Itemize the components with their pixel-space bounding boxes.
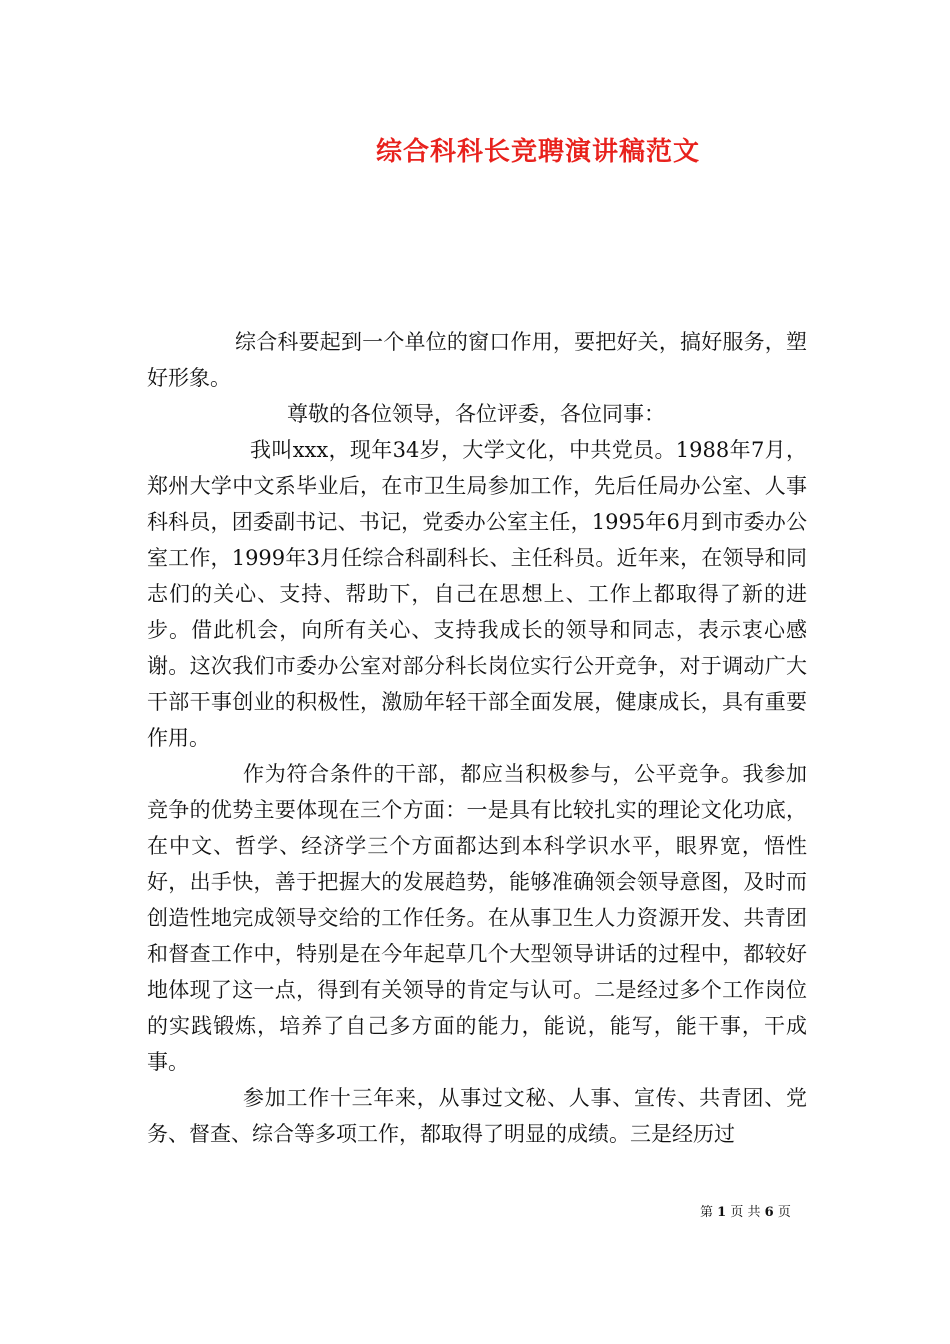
footer-prefix: 第	[700, 1205, 714, 1220]
document-body	[147, 324, 807, 1152]
footer-total-pages: 6	[764, 1205, 774, 1220]
paragraph-advantages: 作为符合条件的干部，都应当积极参与，公平竞争。我参加竞争的优势主要体现在三个方面：一是具有比较扎实的理论文化功底，在中文、哲学、经济学三个方面都达到本科学识水平，眼界宽，悟性好，出手快，善于把握大的发展趋势，能够准确领会领导意图，及时而创造性地完成领导交给的工作任务。在从事卫生人力资源开发、共青团和督查工作中，特别是在今年起草几个大型领导讲话的过程中，都较好地体现了这一点，得到有关领导的肯定与认可。二是经过多个工作岗位的实践锻炼，培养了自己多方面的能力，能说，能写，能干事，干成事。	[147, 762, 807, 1074]
paragraph-self-introduction: 我叫xxx，现年34岁，大学文化，中共党员。1988年7月，郑州大学中文系毕业后，在市卫生局参加工作，先后任局办公室、人事科科员，团委副书记、书记，党委办公室主任，1995年6月到市委办公室工作，1999年3月任综合科副科长、主任科员。近年来，在领导和同志们的关心、支持、帮助下，自己在思想上、工作上都取得了新的进步。借此机会，向所有关心、支持我成长的领导和同志，表示衷心感谢。这次我们市委办公室对部分科长岗位实行公开竞争，对于调动广大干部干事创业的积极性，激励年轻干部全面发展，健康成长，具有重要作用。	[147, 438, 807, 750]
page-number-footer	[700, 1204, 791, 1222]
paragraph-experience: 参加工作十三年来，从事过文秘、人事、宣传、共青团、党务、督查、综合等多项工作，都取得了明显的成绩。三是经历过	[147, 1086, 807, 1146]
footer-current-page: 1	[717, 1205, 727, 1220]
paragraph-intro: 综合科要起到一个单位的窗口作用，要把好关，搞好服务，塑好形象。	[147, 330, 807, 390]
document-title: 综合科科长竞聘演讲稿范文	[375, 137, 700, 167]
paragraph-salutation: 尊敬的各位领导，各位评委，各位同事：	[287, 402, 665, 426]
footer-suffix: 页	[777, 1205, 791, 1220]
footer-middle: 页 共	[730, 1205, 761, 1220]
